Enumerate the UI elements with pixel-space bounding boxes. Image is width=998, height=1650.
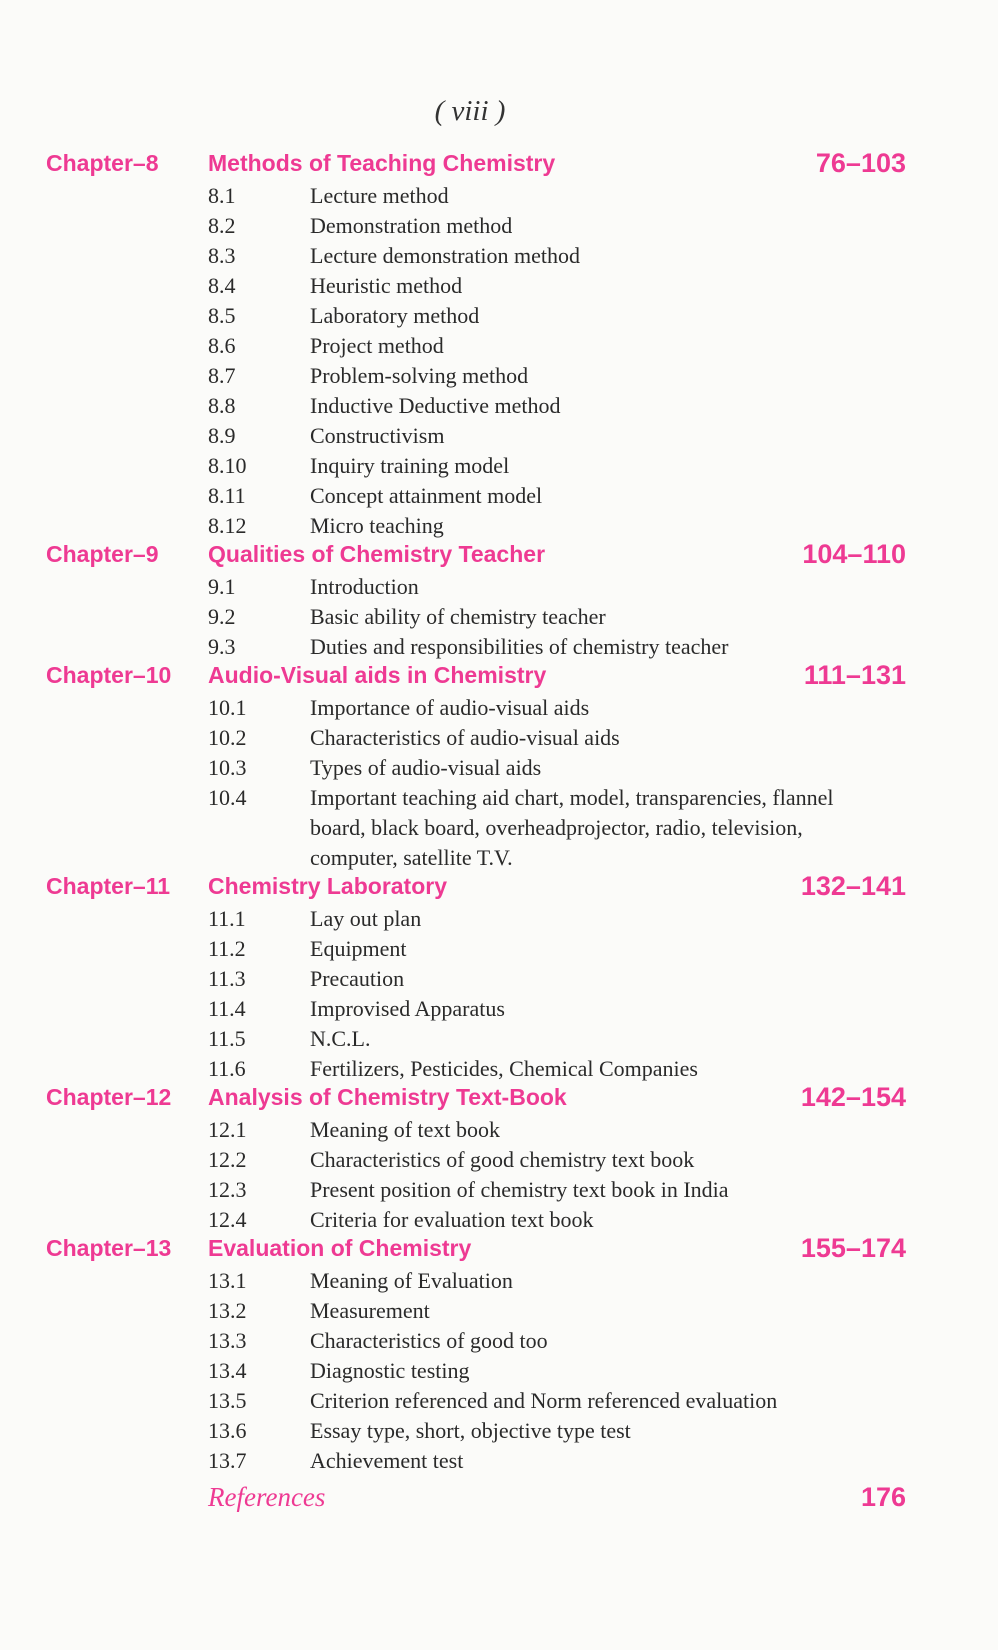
section-number: 13.6 [208,1418,247,1443]
section-item [46,783,906,873]
section-number: 10.3 [208,755,247,780]
references-page: 176 [860,1482,906,1512]
section-number: 13.7 [208,1448,247,1473]
section-item [46,632,906,662]
section-item [46,451,906,481]
section-item [46,934,906,964]
section-title: Duties and responsibilities of chemistry teacher [310,634,729,659]
chapter-title: Evaluation of Chemistry [208,1235,472,1261]
section-number: 8.7 [208,363,236,388]
section-title: Characteristics of audio-visual aids [310,725,620,750]
section-item [46,331,906,361]
section-item [46,1205,906,1235]
section-item [46,511,906,541]
section-title: Problem-solving method [310,363,529,388]
chapter-title: Analysis of Chemistry Text-Book [208,1084,567,1110]
section-title: Equipment [310,936,407,961]
chapter-page-range: 76–103 [815,148,906,178]
section-item [46,693,906,723]
page-number: ( viii ) [434,95,506,127]
chapter-entry [46,541,906,662]
section-item [46,361,906,391]
section-item [46,1446,906,1476]
section-number: 13.3 [208,1328,247,1353]
section-title: Introduction [310,574,419,599]
references-entry [46,1482,906,1526]
chapter-label: Chapter–11 [46,873,171,899]
section-number: 11.2 [208,936,246,961]
section-number: 10.4 [208,785,247,810]
chapter-label: Chapter–12 [46,1084,172,1110]
section-title: Characteristics of good too [310,1328,548,1353]
section-number: 12.3 [208,1177,247,1202]
section-title: Importance of audio-visual aids [310,695,590,720]
section-item [46,1175,906,1205]
section-title: Concept attainment model [310,483,543,508]
section-number: 10.1 [208,695,247,720]
section-item [46,602,906,632]
section-item [46,994,906,1024]
chapter-entry [46,1084,906,1235]
chapter-title: Chemistry Laboratory [208,873,448,899]
section-item [46,301,906,331]
section-title: Lecture method [310,183,449,208]
section-title: Fertilizers, Pesticides, Chemical Companies [310,1056,698,1081]
chapter-entry [46,1235,906,1476]
section-title: Measurement [310,1298,430,1323]
section-number: 8.11 [208,483,246,508]
section-item [46,391,906,421]
section-title: Criteria for evaluation text book [310,1207,594,1232]
section-title: Achievement test [310,1448,464,1473]
chapter-label: Chapter–9 [46,541,159,567]
chapter-entry [46,662,906,873]
chapter-label: Chapter–8 [46,150,159,176]
section-number: 13.1 [208,1268,247,1293]
section-item [46,421,906,451]
section-number: 8.2 [208,213,236,238]
chapter-page-range: 132–141 [800,871,906,901]
chapter-heading [46,1084,906,1115]
section-number: 9.2 [208,604,236,629]
section-title: Inductive Deductive method [310,393,561,418]
section-number: 13.5 [208,1388,247,1413]
section-item [46,723,906,753]
section-item [46,1054,906,1084]
section-number: 11.5 [208,1026,246,1051]
section-item [46,181,906,211]
chapter-page-range: 111–131 [803,660,906,690]
chapter-heading [46,541,906,572]
section-number: 11.3 [208,966,246,991]
chapter-title: Methods of Teaching Chemistry [208,150,556,176]
section-item [46,1266,906,1296]
section-item [46,211,906,241]
chapter-heading [46,150,906,181]
section-item [46,1296,906,1326]
table-of-contents [46,150,906,1526]
section-title: Types of audio-visual aids [310,755,542,780]
section-title: Laboratory method [310,303,480,328]
section-title: Precaution [310,966,405,991]
section-number: 8.3 [208,243,236,268]
section-item [46,1386,906,1416]
section-item [46,1326,906,1356]
section-item [46,753,906,783]
section-item [46,1024,906,1054]
section-number: 8.5 [208,303,236,328]
chapter-heading [46,1235,906,1266]
chapter-title: Qualities of Chemistry Teacher [208,541,546,567]
section-item [46,1145,906,1175]
section-item [46,964,906,994]
section-item [46,904,906,934]
section-number: 8.12 [208,513,247,538]
section-number: 8.8 [208,393,236,418]
section-title: Characteristics of good chemistry text book [310,1147,695,1172]
chapter-heading [46,662,906,693]
section-item [46,1416,906,1446]
references-label: References [208,1482,326,1512]
section-number: 9.3 [208,634,236,659]
chapter-title: Audio-Visual aids in Chemistry [208,662,547,688]
section-title: Present position of chemistry text book in India [310,1177,729,1202]
section-title: Lay out plan [310,906,422,931]
section-title: Demonstration method [310,213,513,238]
section-title: Project method [310,333,444,358]
section-item [46,241,906,271]
section-number: 13.4 [208,1358,247,1383]
section-number: 13.2 [208,1298,247,1323]
section-number: 9.1 [208,574,236,599]
chapter-page-range: 142–154 [800,1082,906,1112]
section-number: 11.4 [208,996,246,1021]
section-item [46,1115,906,1145]
section-item [46,572,906,602]
section-title: N.C.L. [310,1026,371,1051]
section-number: 12.1 [208,1117,247,1142]
section-number: 8.1 [208,183,236,208]
section-title: Important teaching aid chart, model, transparencies, flannel board, black board, overheadprojector, radio, television, computer, satellite T.V. [310,785,834,870]
section-title: Meaning of Evaluation [310,1268,513,1293]
section-number: 11.1 [208,906,246,931]
chapter-page-range: 104–110 [802,539,906,569]
section-number: 10.2 [208,725,247,750]
section-title: Inquiry training model [310,453,510,478]
section-number: 8.10 [208,453,247,478]
section-item [46,271,906,301]
section-title: Constructivism [310,423,445,448]
chapter-label: Chapter–13 [46,1235,172,1261]
section-item [46,1356,906,1386]
section-title: Essay type, short, objective type test [310,1418,631,1443]
chapter-page-range: 155–174 [800,1233,906,1263]
section-number: 8.4 [208,273,236,298]
section-title: Micro teaching [310,513,444,538]
section-title: Meaning of text book [310,1117,501,1142]
chapter-label: Chapter–10 [46,662,172,688]
section-number: 12.2 [208,1147,247,1172]
section-number: 11.6 [208,1056,246,1081]
section-title: Lecture demonstration method [310,243,581,268]
section-title: Criterion referenced and Norm referenced evaluation [310,1388,778,1413]
section-item [46,481,906,511]
section-number: 8.9 [208,423,236,448]
section-title: Heuristic method [310,273,463,298]
section-number: 12.4 [208,1207,247,1232]
section-number: 8.6 [208,333,236,358]
chapter-entry [46,150,906,541]
section-title: Diagnostic testing [310,1358,470,1383]
chapter-entry [46,873,906,1084]
chapter-heading [46,873,906,904]
section-title: Improvised Apparatus [310,996,505,1021]
section-title: Basic ability of chemistry teacher [310,604,606,629]
